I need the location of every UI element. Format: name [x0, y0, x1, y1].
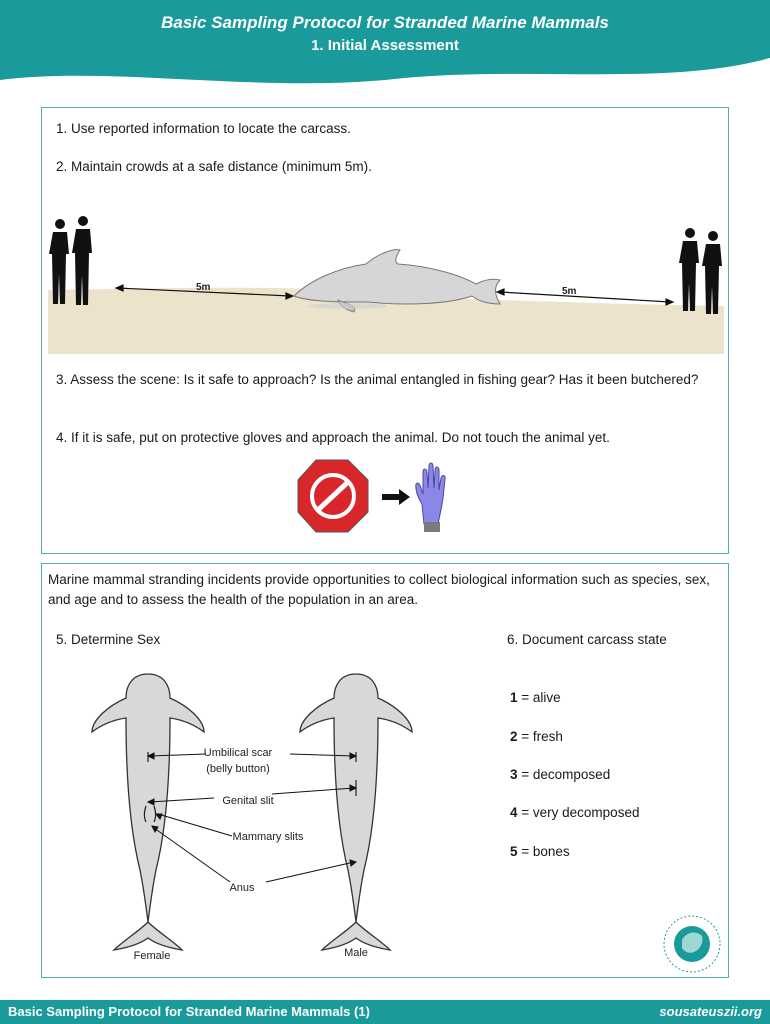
page-footer — [0, 1000, 770, 1024]
state-3: 3 = decomposed — [510, 767, 611, 782]
dolphin-ventral-diagram — [78, 670, 428, 966]
step-3-text: 3. Assess the scene: Is it safe to approach? Is the animal entangled in fishing gear? Has it been butchered? — [56, 372, 699, 387]
arrow-right-icon — [382, 489, 410, 505]
glove-icon — [416, 463, 445, 532]
step-1-text: 1. Use reported information to locate the carcass. — [56, 121, 351, 136]
step-4-text: 4. If it is safe, put on protective gloves and approach the animal. Do not touch the animal yet. — [56, 430, 610, 445]
male-label: Male — [344, 947, 368, 959]
section-subtitle: 1. Initial Assessment — [311, 37, 459, 54]
step-6-heading: 6. Document carcass state — [507, 632, 667, 647]
sex-and-state-panel — [41, 563, 729, 978]
belly-button-label: (belly button) — [206, 763, 270, 775]
female-label: Female — [133, 950, 171, 962]
male-dolphin-outline — [300, 674, 412, 950]
distance-label-left: 5m — [196, 282, 211, 293]
step-2-text: 2. Maintain crowds at a safe distance (minimum 5m). — [56, 159, 372, 174]
intro-text: Marine mammal stranding incidents provide opportunities to collect biological information such as species, sex, and age and to assess the health of the population in an area. — [48, 572, 710, 607]
step-5-heading: 5. Determine Sex — [56, 632, 161, 647]
state-4: 4 = very decomposed — [510, 805, 640, 820]
safe-distance-illustration — [48, 208, 724, 354]
footer-title: Basic Sampling Protocol for Stranded Marine Mammals (1) — [8, 1004, 370, 1019]
anus-label: Anus — [229, 882, 255, 894]
initial-assessment-panel — [41, 107, 729, 554]
stop-then-gloves-illustration — [296, 458, 462, 534]
page-title: Basic Sampling Protocol for Stranded Marine Mammals — [161, 13, 609, 32]
state-1: 1 = alive — [510, 690, 561, 705]
distance-label-right: 5m — [562, 286, 577, 297]
people-right-silhouette — [679, 228, 722, 314]
organization-logo-seal — [662, 914, 722, 974]
footer-website-link[interactable]: sousateuszii.org — [659, 1004, 762, 1019]
umbilical-scar-label: Umbilical scar — [203, 747, 273, 759]
genital-slit-label: Genital slit — [222, 795, 274, 807]
stop-sign-icon — [298, 460, 368, 532]
mammary-slits-label: Mammary slits — [232, 831, 304, 843]
female-dolphin-outline — [92, 674, 204, 950]
state-2: 2 = fresh — [510, 729, 563, 744]
state-5: 5 = bones — [510, 844, 570, 859]
page-header — [0, 0, 770, 90]
